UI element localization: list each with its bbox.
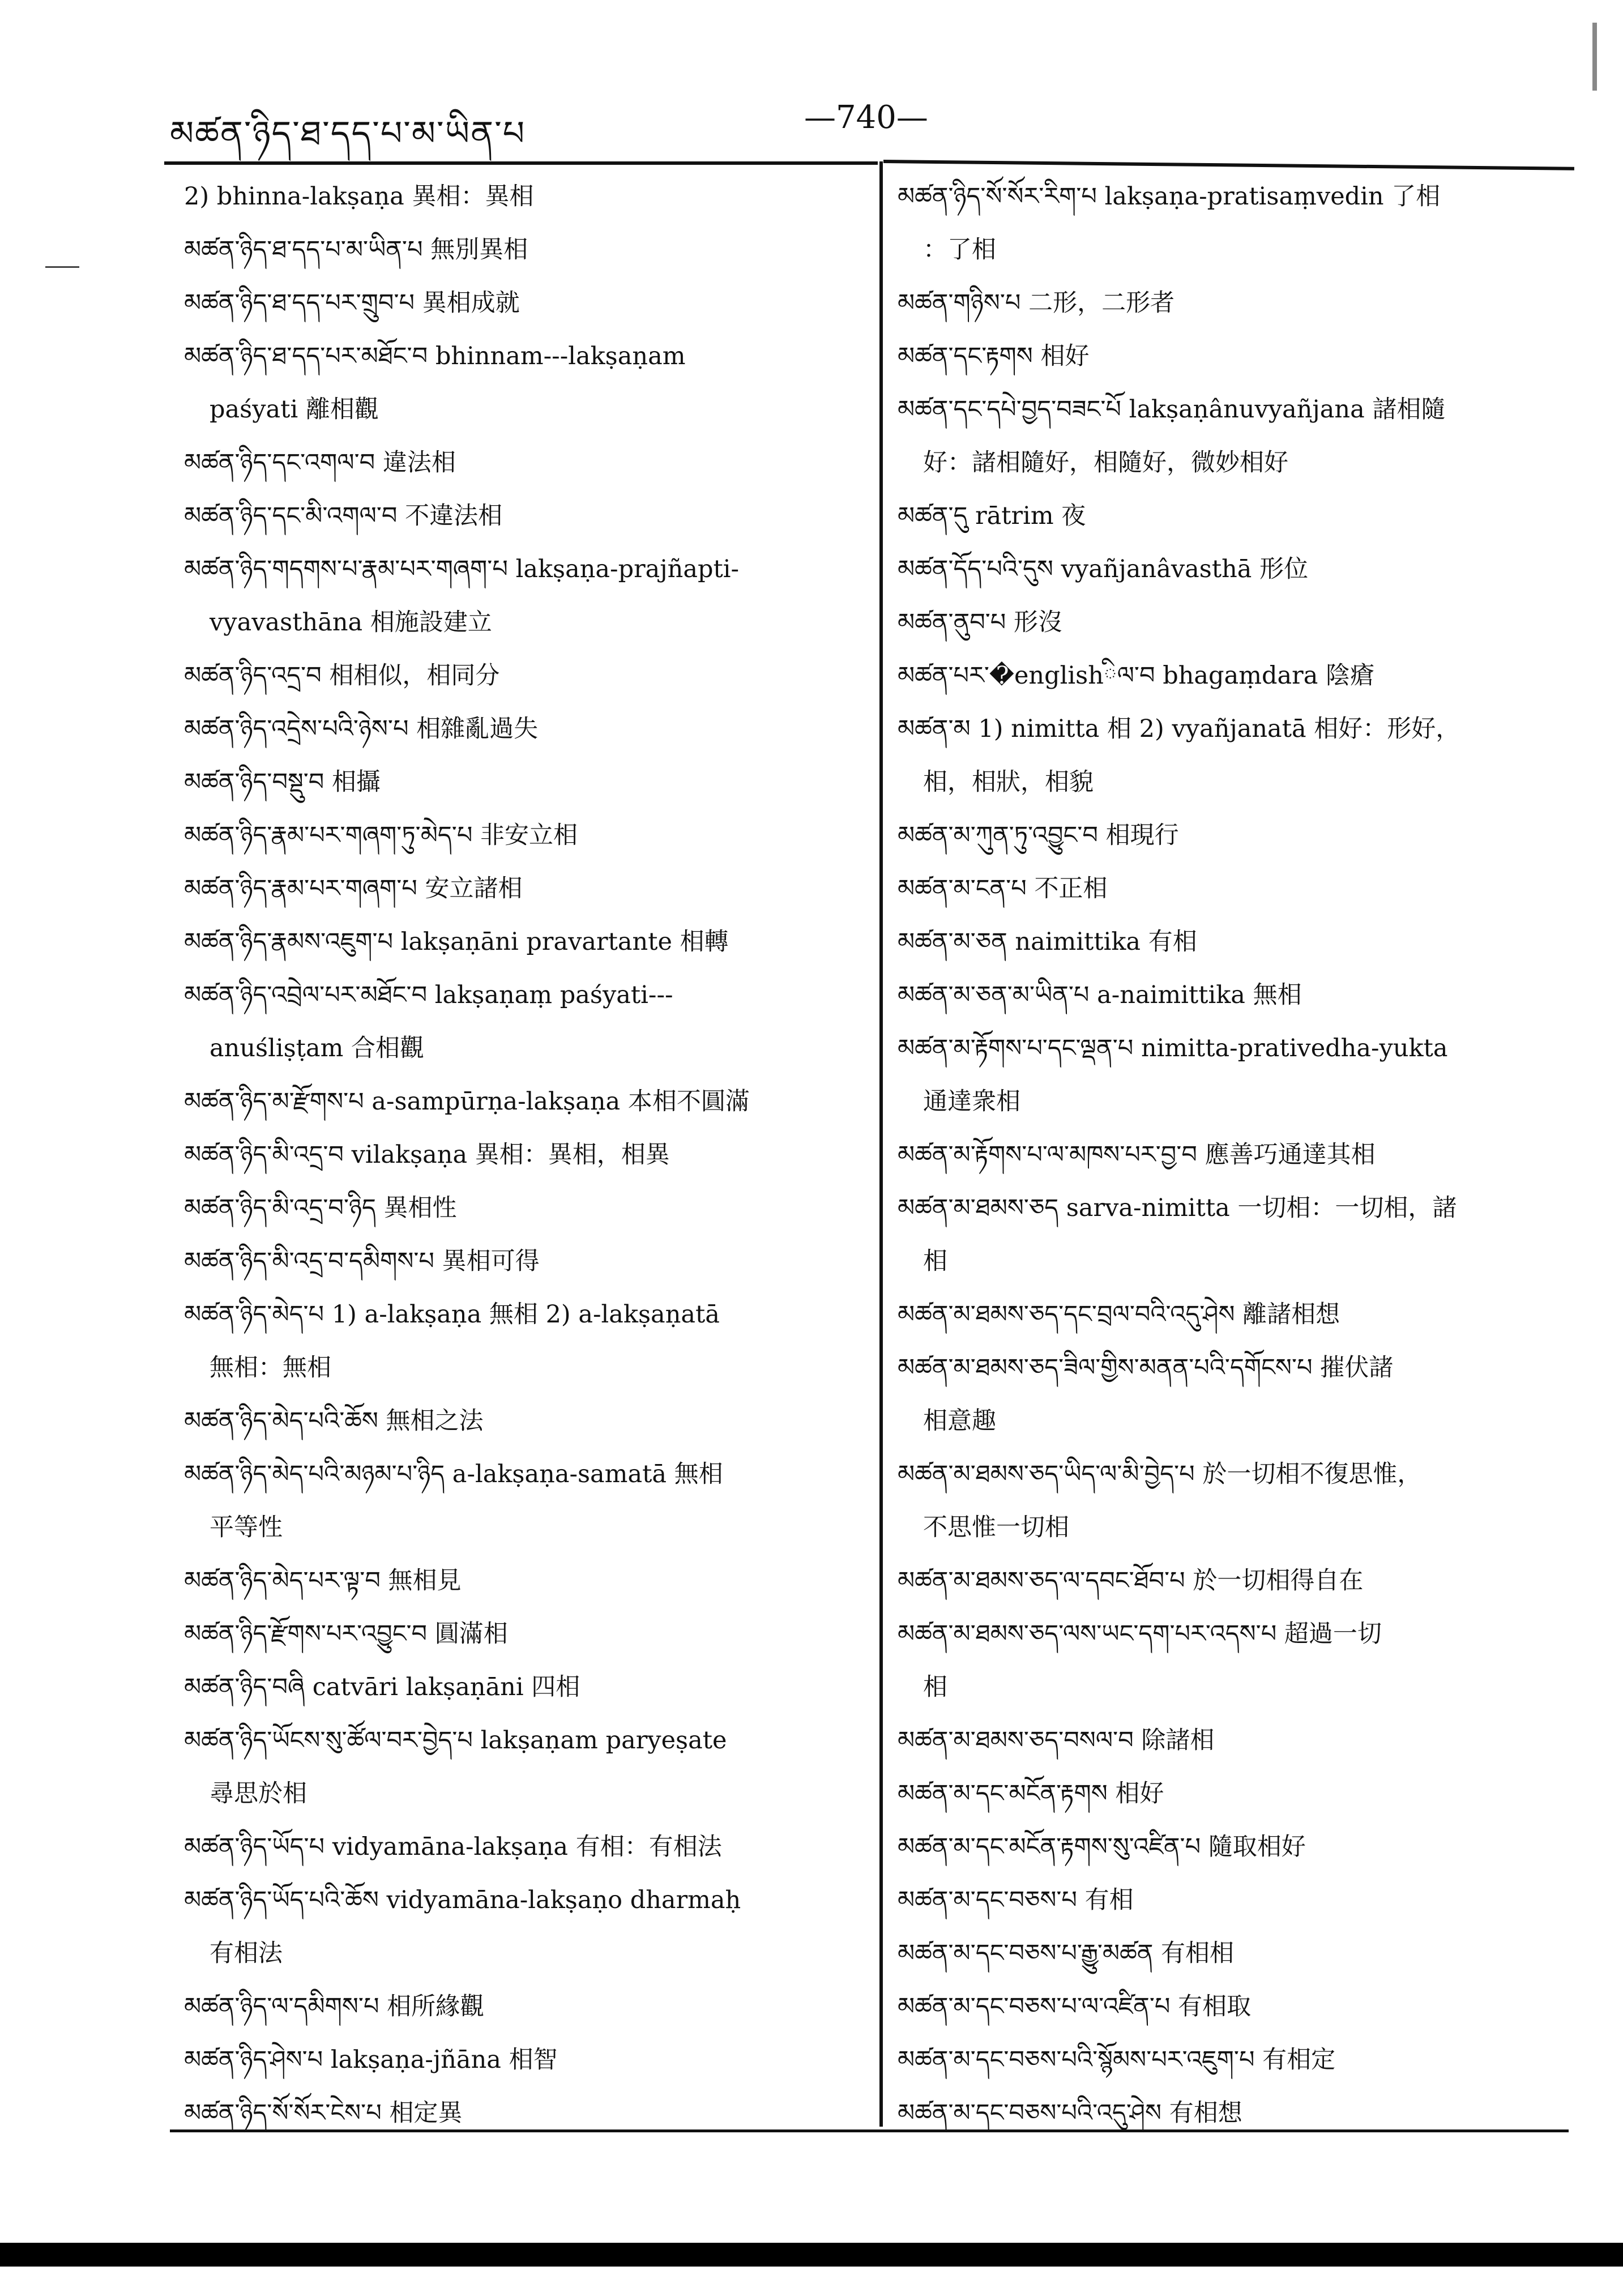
left-column <box>184 170 864 2140</box>
dictionary-entry: མཚན་ཉིད་འདྲེས་པའི་ཉེས་པ 相雜亂過失 <box>184 715 539 743</box>
dictionary-entry: མཚན་ཉིད་མེད་པར་ལྟ་བ 無相見 <box>184 1567 462 1595</box>
dictionary-entry: མཚན་ཉིད་རྣམ་པར་གཞག་པ 安立諸相 <box>184 874 523 903</box>
dictionary-entry: མཚན་མ་ཐམས་ཅད་ལ་དབང་ཐོབ་པ 於一切相得自在 <box>898 1567 1364 1595</box>
scan-edge-band <box>0 2243 1623 2267</box>
dictionary-entry: མཚན་ཉིད་ཐ་དད་པ་མ་ཡིན་པ 無別異相 <box>184 236 528 264</box>
header-rule-left <box>164 161 878 165</box>
dictionary-entry: མཚན་པར་�englishིལ་བ bhagaṃdara 陰瘡 <box>898 662 1375 690</box>
dictionary-entry: མཚན་ཉིད་མེད་པའི་ཆོས 無相之法 <box>184 1407 484 1435</box>
entry-continuation: 有相法 <box>210 1939 283 1968</box>
dictionary-entry: 2) bhinna-lakṣaṇa 異相：異相 <box>184 182 534 211</box>
dictionary-entry: མཚན་དང་དཔེ་བྱད་བཟང་པོ lakṣaṇânuvyañjana 諸相隨 <box>898 395 1446 424</box>
right-column <box>898 170 1577 2140</box>
dictionary-entry: མཚན་དོད་པའི་དུས vyañjanâvasthā 形位 <box>898 555 1309 583</box>
dictionary-entry: མཚན་ཉིད་སོ་སོར་རིག་པ lakṣaṇa-pratisaṃvedin 了相 <box>898 182 1441 211</box>
dictionary-entry: མཚན་ཉིད་ཐ་དད་པར་གྲུབ་པ 異相成就 <box>184 289 520 317</box>
dictionary-entry: མཚན་ཉིད་ཡོད་པ vidyamāna-lakṣaṇa 有相：有相法 <box>184 1833 722 1861</box>
dictionary-entry: མཚན་ཉིད་མི་འདྲ་བ་ཉིད 異相性 <box>184 1194 457 1222</box>
dictionary-entry: མཚན་ཉིད་ཐ་དད་པར་མཐོང་བ bhinnam---lakṣaṇam <box>184 342 686 370</box>
dictionary-entry: མཚན་ཉིད་འབྲེལ་པར་མཐོང་བ lakṣaṇaṃ paśyati--- <box>184 981 673 1009</box>
dictionary-entry: མཚན་མ་རྟོགས་པ་དང་ལྡན་པ nimitta-prativedha-yukta <box>898 1034 1448 1062</box>
dictionary-entry: མཚན་མ་ཀུན་ཏུ་འབྱུང་བ 相現行 <box>898 821 1179 850</box>
dictionary-entry: མཚན་ཉིད་ཡོངས་སུ་ཚོལ་བར་བྱེད་པ lakṣaṇam paryeṣate <box>184 1726 727 1755</box>
dictionary-entry: མཚན་མ་དང་བཅས་པ་ལ་འཛིན་པ 有相取 <box>898 1992 1252 2021</box>
entry-continuation: 平等性 <box>210 1513 283 1542</box>
dictionary-entry: མཚན་མ་ཐམས་ཅད་ཟིལ་གྱིས་མནན་པའི་དགོངས་པ 摧伏諸 <box>898 1354 1394 1382</box>
entry-continuation: ：了相 <box>923 236 996 264</box>
dictionary-entry: མཚན་མ་ཅན naimittika 有相 <box>898 928 1197 956</box>
dictionary-entry: མཚན་ཉིད་སོ་སོར་ངེས་པ 相定異 <box>184 2099 463 2127</box>
entry-continuation: 不思惟一切相 <box>923 1513 1069 1542</box>
entry-continuation: 相 <box>923 1247 947 1275</box>
entry-continuation: 通達衆相 <box>923 1087 1020 1116</box>
dictionary-entry: མཚན་གཉིས་པ 二形，二形者 <box>898 289 1175 317</box>
entry-continuation: 相，相狀，相貌 <box>923 768 1094 796</box>
dictionary-entry: མཚན་དང་རྟགས 相好 <box>898 342 1090 370</box>
dictionary-entry: མཚན་མ 1) nimitta 相 2) vyañjanatā 相好：形好， <box>898 715 1460 743</box>
dictionary-entry: མཚན་མ་ཐམས་ཅད sarva-nimitta 一切相：一切相，諸 <box>898 1194 1457 1222</box>
entry-continuation: vyavasthāna 相施設建立 <box>210 608 492 637</box>
dictionary-entry: མཚན་མ་དང་མངོན་རྟགས་སུ་འཛིན་པ 隨取相好 <box>898 1833 1306 1861</box>
dictionary-entry: མཚན་མ་དང་བཅས་པའི་སྙོམས་པར་འཇུག་པ 有相定 <box>898 2046 1336 2074</box>
dictionary-entry: མཚན་ཉིད་ལ་དམིགས་པ 相所緣觀 <box>184 1992 485 2021</box>
dictionary-entry: མཚན་མ་ངན་པ 不正相 <box>898 874 1108 903</box>
running-header: མཚན་ཉིད་ཐ་དད་པ་མ་ཡིན་པ <box>170 114 526 153</box>
dictionary-entry: མཚན་ཉིད་རྫོགས་པར་འབྱུང་བ 圓滿相 <box>184 1620 508 1648</box>
entry-continuation: 好：諸相隨好，相隨好，微妙相好 <box>923 449 1288 477</box>
dictionary-entry: མཚན་མ་ཐམས་ཅད་ལས་ཡང་དག་པར་འདས་པ 超過一切 <box>898 1620 1382 1648</box>
dictionary-entry: མཚན་ཉིད་རྣམས་འཇུག་པ lakṣaṇāni pravartante 相轉 <box>184 928 729 956</box>
dictionary-entry: མཚན་མ་དང་བཅས་པ 有相 <box>898 1886 1134 1914</box>
dictionary-entry: མཚན་ཉིད་འདྲ་བ 相相似，相同分 <box>184 662 500 690</box>
dictionary-entry: མཚན་ཉིད་མེད་པ 1) a-lakṣaṇa 無相 2) a-lakṣaṇatā <box>184 1300 720 1329</box>
dictionary-entry: མཚན་ཉིད་རྣམ་པར་གཞག་ཏུ་མེད་པ 非安立相 <box>184 821 578 850</box>
page-number: —740— <box>804 99 928 136</box>
dictionary-entry: མཚན་མ་དང་མངོན་རྟགས 相好 <box>898 1779 1164 1808</box>
dictionary-entry: མཚན་མ་ཐམས་ཅད་ཡིད་ལ་མི་བྱེད་པ 於一切相不復思惟， <box>898 1460 1422 1488</box>
dictionary-entry: མཚན་མ་རྟོགས་པ་ལ་མཁས་པར་བྱ་བ 應善巧通達其相 <box>898 1141 1376 1169</box>
dictionary-entry: མཚན་མ་ཐམས་ཅད་བསལ་བ 除諸相 <box>898 1726 1215 1755</box>
dictionary-entry: མཚན་ཉིད་ཤེས་པ lakṣaṇa-jñāna 相智 <box>184 2046 558 2074</box>
dictionary-entry: མཚན་ཉིད་ཡོད་པའི་ཆོས vidyamāna-lakṣaṇo dharmaḥ <box>184 1886 741 1914</box>
dictionary-entry: མཚན་ནུབ་པ 形沒 <box>898 608 1063 637</box>
dictionary-entry: མཚན་དུ rātrim 夜 <box>898 502 1086 530</box>
dictionary-entry: མཚན་ཉིད་དང་འགལ་བ 違法相 <box>184 449 456 477</box>
dictionary-entry: མཚན་ཉིད་བཞི catvāri lakṣaṇāni 四相 <box>184 1673 580 1701</box>
dictionary-entry: མཚན་མ་དང་བཅས་པ་རྒྱུ་མཚན 有相相 <box>898 1939 1235 1968</box>
dictionary-entry: མཚན་ཉིད་མེད་པའི་མཉམ་པ་ཉིད a-lakṣaṇa-samatā 無相 <box>184 1460 723 1488</box>
dictionary-entry: མཚན་ཉིད་གདགས་པ་རྣམ་པར་གཞག་པ lakṣaṇa-prajñapti- <box>184 555 740 583</box>
dictionary-entry: མཚན་མ་ཐམས་ཅད་དང་བྲལ་བའི་འདུ་ཤེས 離諸相想 <box>898 1300 1340 1329</box>
dictionary-entry: མཚན་མ་དང་བཅས་པའི་འདུ་ཤེས 有相想 <box>898 2099 1242 2127</box>
scan-speck <box>1592 23 1597 91</box>
entry-continuation: 尋思於相 <box>210 1779 307 1808</box>
scan-speck <box>45 266 79 268</box>
dictionary-entry: མཚན་ཉིད་མ་རྫོགས་པ a-sampūrṇa-lakṣaṇa 本相不圓滿 <box>184 1087 750 1116</box>
column-divider <box>879 161 883 2127</box>
entry-continuation: anuśliṣṭam 合相觀 <box>210 1034 425 1062</box>
entry-continuation: 相 <box>923 1673 947 1701</box>
dictionary-entry: མཚན་མ་ཅན་མ་ཡིན་པ a-naimittika 無相 <box>898 981 1302 1009</box>
header-rule-right <box>883 160 1574 170</box>
dictionary-entry: མཚན་ཉིད་དང་མི་འགལ་བ 不違法相 <box>184 502 503 530</box>
entry-continuation: paśyati 離相觀 <box>210 395 379 424</box>
dictionary-entry: མཚན་ཉིད་མི་འདྲ་བ vilakṣaṇa 異相：異相，相異 <box>184 1141 670 1169</box>
entry-continuation: 相意趣 <box>923 1407 996 1435</box>
dictionary-entry: མཚན་ཉིད་མི་འདྲ་བ་དམིགས་པ 異相可得 <box>184 1247 540 1275</box>
entry-continuation: 無相：無相 <box>210 1354 331 1382</box>
dictionary-entry: མཚན་ཉིད་བསྡུ་བ 相攝 <box>184 768 381 796</box>
